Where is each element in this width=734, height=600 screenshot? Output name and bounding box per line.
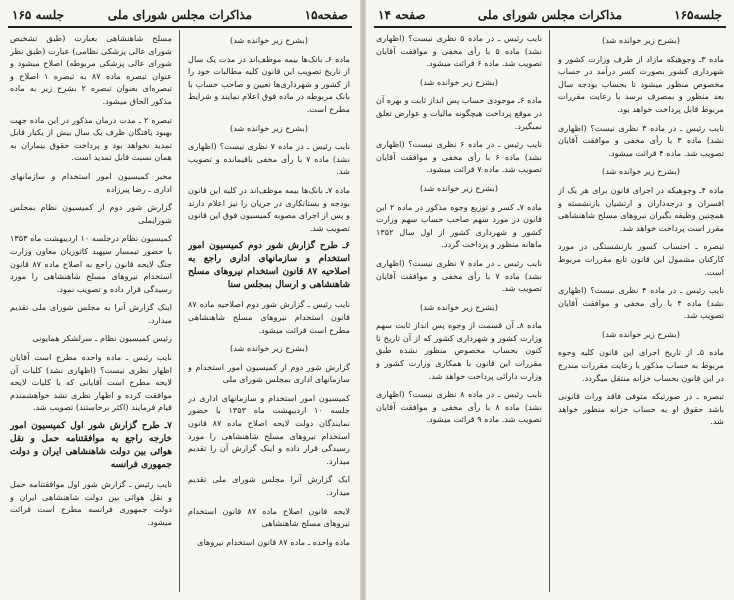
reading-note: (بشرح زیر خوانده شد): [230, 343, 308, 354]
text-paragraph: نایب رئیس ـ در ماده ۶ نظری نیست؟ (اظهاری نشد) ماده ۶ با رأی مخفی و موافقت آقایان تصویب شد. ماده ۷ قرائت میشود.: [376, 139, 542, 175]
right-column-divider: [549, 30, 550, 592]
text-paragraph: نایب رئیس ـ در ماده ۷ نظری نیست؟ (اظهاری نشد) ماده ۷ با رأی مخفی و موافقت آقایان تصویب شد.: [376, 257, 542, 294]
right-session-number: جلسه۱۶۵: [674, 8, 722, 22]
right-page: [366, 0, 734, 600]
text-paragraph: نایب رئیس ـ در ماده ۴ نظری نیست؟ (اظهاری نشد) ماده ۴ با رأی مخفی و موافقت آقایان تصویب شد.: [558, 285, 724, 321]
right-page-number: صفحه ۱۴: [378, 8, 426, 22]
text-paragraph: کمیسیون نظام درجلسه ۱۰ اردیبهشت ماه ۱۳۵۳ با حضور تیمسار سپهبد کاتوزیان معاون وزارت جنگ لایحه قانون راجع به اصلاح ماده ۸۷ قانون استخدام نیروهای مسلح شاهنشاهی را مورد رسیدگی قرار داده و تصویب نمود.: [10, 233, 172, 294]
reading-note: (بشرح زیر خوانده شد): [602, 166, 680, 177]
text-paragraph: گزارش شور دوم از کمیسیون نظام بمجلس شورایملی: [10, 202, 172, 225]
text-paragraph: ماده ۷ـ بانک‌ها بیمه موظف‌اند در کلیه این قانون بودجه و بستانکاری در جریان را نیز اعلام دارند و پس از اجرای مصوبه کمیسیون فوق این قانون تصویب شد.: [188, 184, 350, 233]
left-page-title: مذاکرات مجلس شورای ملی: [107, 8, 253, 22]
text-paragraph: لایحه قانون اصلاح ماده ۸۷ قانون استخدام نیروهای مسلح شاهنشاهی: [188, 505, 350, 529]
reading-note: (بشرح زیر خوانده شد): [602, 328, 680, 339]
text-paragraph: کمیسیون امور استخدام و سازمانهای اداری در جلسه ۱۰ اردیبهشت ماه ۱۳۵۳ با حضور نمایندگان دولت لایحه اصلاح ماده ۸۷ قانون استخدام نیروهای مسلح شاهنشاهی را مورد رسیدگی قرار داده و اینک گزارش آن را تقدیم میدارد.: [188, 392, 350, 466]
text-paragraph: نایب رئیس ـ در ماده ۷ نظری نیست؟ (اظهاری نشد) ماده ۷ با رأی مخفی باقیمانده و تصویب شد.: [188, 141, 350, 177]
text-paragraph: تبصره ـ احتساب کسور بازنشستگی در مورد کارکنان مشمول این قانون تابع مقررات مربوط است.: [558, 241, 724, 277]
text-paragraph: ماده ۵ـ از تاریخ اجرای این قانون کلیه وجوه مربوط به حساب مذکور با رعایت مقررات مندرج در این قانون بحساب خزانه منتقل میگردد.: [558, 347, 724, 383]
text-paragraph: تبصره ۲ ـ مدت درمان مذکور در این ماده جهت بهبود یافتگان ظرف یک سال بیش از یکبار قابل تمدید نخواهد بود و پرداخت حقوق بیماران به همان نسبت قابل تمدید است.: [10, 114, 172, 163]
text-paragraph: نایب رئیس ـ ماده واحده مطرح است آقایان اظهار نظری نیست؟ (اظهاری نشد) کلیات آن لایحه مطرح است آقایانی که با کلیات لایحه موافقت کرده و اظهار نظری نشد خواهشمندم قیام فرمایند (اکثر برخاستند) تصویب شد.: [10, 352, 172, 413]
text-paragraph: ماده ۴ـ وجوهیکه در اجرای قانون برای هر یک از افسران و درجه‌داران و ارتشیان بازنشسته و همچنین وظیفه بگیران نیروهای مسلح شاهنشاهی مقرر است پرداخت خواهد شد.: [558, 184, 724, 233]
left-page-right-column: [188, 32, 350, 592]
text-paragraph: ماده ۳ـ وجوهیکه مازاد از طرف وزارت کشور و شهرداری کشور بصورت کسر درآمد در حساب مخصوص منظور میشود تا بحساب بودجه سال بعد منظور و بمصرف برسد با رعایت مقررات مربوط قابل پرداخت خواهد بود.: [558, 53, 724, 114]
text-paragraph: تبصره ـ در صورتیکه متوفی فاقد وراث قانونی باشد حقوق او به حساب خزانه منظور خواهد شد.: [558, 391, 724, 427]
text-paragraph: نایب رئیس ـ در ماده ۳ نظری نیست؟ (اظهاری نشد) ماده ۳ با رأی مخفی و موافقت آقایان تصویب شد. ماده ۴ قرائت میشود.: [558, 122, 724, 158]
agenda-heading: ۷ـ طرح گزارش شور اول کمیسیون امور خارجه راجع به موافقتنامه حمل و نقل هوائی بین دولت شاهنشاهی ایران و دولت جمهوری فرانسه: [10, 421, 172, 471]
text-paragraph: مسلح شاهنشاهی بعبارت (طبق تشخیص شورای عالی پزشکی نظامی) عبارت (طبق نظر شورای عالی پزشکی مربوطه) اصلاح میشود و عنوان تبصره ماده ۸۷ به تبصره ۱ اصلاح و تبصره‌ای بعنوان تبصره ۲ بشرح زیر به ماده مذکور الحاق میشود.: [10, 33, 172, 106]
reading-note: (بشرح زیر خوانده شد): [230, 35, 308, 45]
right-page-right-column: [558, 32, 724, 592]
left-column-divider: [179, 30, 180, 592]
text-paragraph: اینک گزارش آنرا به مجلس شورای ملی تقدیم میدارد.: [10, 302, 172, 325]
text-paragraph: نایب رئیس ـ گزارش شور دوم اصلاحیه ماده ۸۷ قانون استخدام نیروهای مسلح شاهنشاهی مطرح است قرائت میشود.: [188, 299, 350, 335]
left-page-header: [8, 6, 352, 28]
left-session-number: جلسه ۱۶۵: [12, 8, 65, 22]
text-paragraph: مخبر کمیسیون امور استخدام و سازمانهای اداری ـ رضا پیرزاده: [10, 170, 172, 194]
text-paragraph: ایک گزارش آنرا مجلس شورای ملی تقدیم میدارد.: [188, 474, 350, 498]
text-paragraph: ماده ۶ـ موجودی حساب پس انداز ثابت و بهره آن در موقع پرداخت هیچگونه مالیات و عوارض تعلق نمیگیرد.: [376, 95, 542, 131]
reading-note: (بشرح زیر خوانده شد): [420, 182, 498, 193]
text-paragraph: گزارش شور دوم از کمیسیون امور استخدام و سازمانهای اداری بمجلس شورای ملی: [188, 361, 350, 385]
agenda-heading: ۶ـ طرح گزارش شور دوم کمیسیون امور استخدام و سازمانهای اداری راجع به اصلاحیه ۸۷ قانون استخدام نیروهای مسلح شاهنشاهی و ارسال بمجلس سنا: [188, 241, 350, 291]
text-paragraph: ماده ۷ـ کسر و توزیع وجوه مذکور در ماده ۲ این قانون در مورد سهم صاحب حساب سهم وزارت کشور و شهرداری کشور از اول سال ۱۳۵۲ ماهانه منظور و پرداخت گردد.: [376, 201, 542, 250]
right-page-left-column: [376, 32, 542, 592]
right-page-title: مذاکرات مجلس شورای ملی: [477, 8, 623, 22]
reading-note: (بشرح زیر خوانده شد): [420, 76, 498, 87]
text-paragraph: ماده ۸ـ آن قسمت از وجوه پس انداز ثابت سهم وزارت کشور و شهرداری کشور که از آن تاریخ تا کنون بحساب مخصوص منظور نشده طبق مقررات این قانون با همکاری وزارت کشور و وزارت دارائی پرداخت خواهد شد.: [376, 320, 542, 381]
text-paragraph: نایب رئیس ـ گزارش شور اول موافقتنامه حمل و نقل هوائی بین دولت شاهنشاهی ایران و دولت جمهوری فرانسه مطرح است قرائت میشود.: [10, 479, 172, 527]
right-page-header: [374, 6, 726, 28]
reading-note: (بشرح زیر خوانده شد): [230, 122, 308, 133]
reading-note: (بشرح زیر خوانده شد): [420, 301, 498, 312]
left-page-number: صفحه۱۵: [304, 8, 348, 22]
text-paragraph: نایب رئیس ـ در ماده ۵ نظری نیست؟ (اظهاری نشد) ماده ۵ با رأی مخفی و موافقت آقایان تصویب شد. ماده ۶ قرائت میشود.: [376, 33, 542, 69]
text-paragraph: رئیس کمیسیون نظام ـ سرلشکر همایونی: [32, 333, 172, 344]
left-page-left-column: [10, 32, 172, 592]
text-paragraph: ماده ۶ـ بانک‌ها بیمه موظف‌اند در مدت یک سال از تاریخ تصویب این قانون کلیه مطالبات خود را از کشور و شهرداری‌ها تعیین و صاحب حساب با بانک مربوطه در ماده فوق اعلام نمایند و شرایط مطرح است.: [188, 53, 350, 114]
text-paragraph: ماده واحده ـ ماده ۸۷ قانون استخدام نیروهای: [197, 536, 350, 547]
text-paragraph: نایب رئیس ـ در ماده ۸ نظری نیست؟ (اظهاری نشد) ماده ۸ با رأی مخفی و موافقت آقایان تصویب شد. ماده ۹ قرائت میشود.: [376, 389, 542, 425]
reading-note: (بشرح زیر خوانده شد): [602, 35, 680, 45]
left-page: [0, 0, 360, 600]
